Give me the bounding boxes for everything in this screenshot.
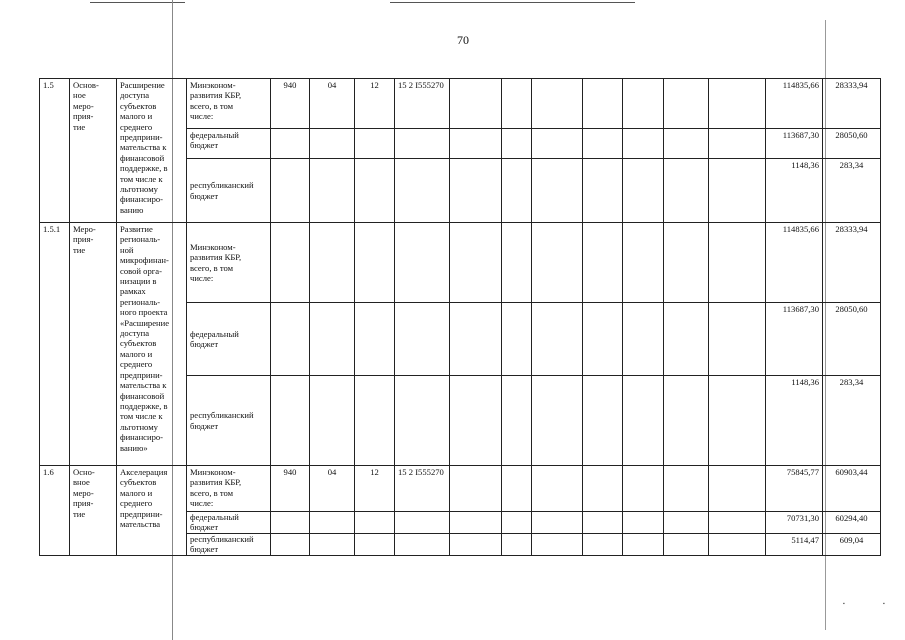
row-number: 1.5 xyxy=(40,79,70,223)
row-name: Расширение доступа субъектов малого и среднего предприни- мательства к финансовой поддержке, в том числе к льготному финансиро- ванию xyxy=(117,79,187,223)
funding-source: Минэконом- развития КБР, всего, в том числе: xyxy=(187,466,271,512)
row-type: Меро- прия- тие xyxy=(70,223,117,466)
rz-code: 04 xyxy=(310,79,355,129)
funding-source: федеральный бюджет xyxy=(187,129,271,159)
funding-source: Минэконом- развития КБР, всего, в том числе: xyxy=(187,223,271,303)
value-cell: 28333,94 xyxy=(823,79,881,129)
top-scan-line xyxy=(90,2,185,3)
pr-code: 12 xyxy=(355,466,395,512)
funding-source: федеральный бюджет xyxy=(187,303,271,376)
value-cell: 1148,36 xyxy=(766,376,823,466)
value-cell: 60903,44 xyxy=(823,466,881,512)
value-cell: 5114,47 xyxy=(766,534,823,556)
pr-code: 12 xyxy=(355,79,395,129)
grbs-code: 940 xyxy=(271,79,310,129)
funding-table xyxy=(39,78,881,556)
table-row xyxy=(40,466,881,512)
value-cell: 1148,36 xyxy=(766,159,823,223)
value-cell: 283,34 xyxy=(823,159,881,223)
csr-code: 15 2 I555270 xyxy=(395,79,450,129)
value-cell: 28050,60 xyxy=(823,129,881,159)
value-cell: 114835,66 xyxy=(766,223,823,303)
row-name: Развитие региональ- ной микрофинан- совой орга- низации в рамках региональ- ного проекта «Расширение доступа субъектов малого и среднего предприни- мательства к финансовой поддержке, в том числе к льготному финансиро- ванию» xyxy=(117,223,187,466)
value-cell: 28333,94 xyxy=(823,223,881,303)
value-cell: 113687,30 xyxy=(766,303,823,376)
row-name: Акселерация субъектов малого и среднего предприни- мательства xyxy=(117,466,187,556)
funding-source: республиканский бюджет xyxy=(187,534,271,556)
value-cell: 75845,77 xyxy=(766,466,823,512)
row-type: Осно- вное меро- прия- тие xyxy=(70,466,117,556)
funding-source: федеральный бюджет xyxy=(187,512,271,534)
value-cell: 113687,30 xyxy=(766,129,823,159)
rz-code: 04 xyxy=(310,466,355,512)
row-type: Основ- ное меро- прия- тие xyxy=(70,79,117,223)
row-number: 1.6 xyxy=(40,466,70,556)
csr-code: 15 2 I555270 xyxy=(395,466,450,512)
funding-source: республиканский бюджет xyxy=(187,376,271,466)
page-number: 70 xyxy=(457,33,469,47)
value-cell: 70731,30 xyxy=(766,512,823,534)
table-row xyxy=(40,223,881,303)
row-number: 1.5.1 xyxy=(40,223,70,466)
value-cell: 28050,60 xyxy=(823,303,881,376)
scan-speck: ▪ xyxy=(883,602,885,607)
top-scan-line-2 xyxy=(390,2,635,3)
funding-source: Минэконом- развития КБР, всего, в том числе: xyxy=(187,79,271,129)
scan-speck: ▪ xyxy=(843,602,845,607)
value-cell: 114835,66 xyxy=(766,79,823,129)
value-cell: 283,34 xyxy=(823,376,881,466)
table-row xyxy=(40,79,881,129)
value-cell: 609,04 xyxy=(823,534,881,556)
value-cell: 60294,40 xyxy=(823,512,881,534)
grbs-code: 940 xyxy=(271,466,310,512)
funding-source: республиканский бюджет xyxy=(187,159,271,223)
